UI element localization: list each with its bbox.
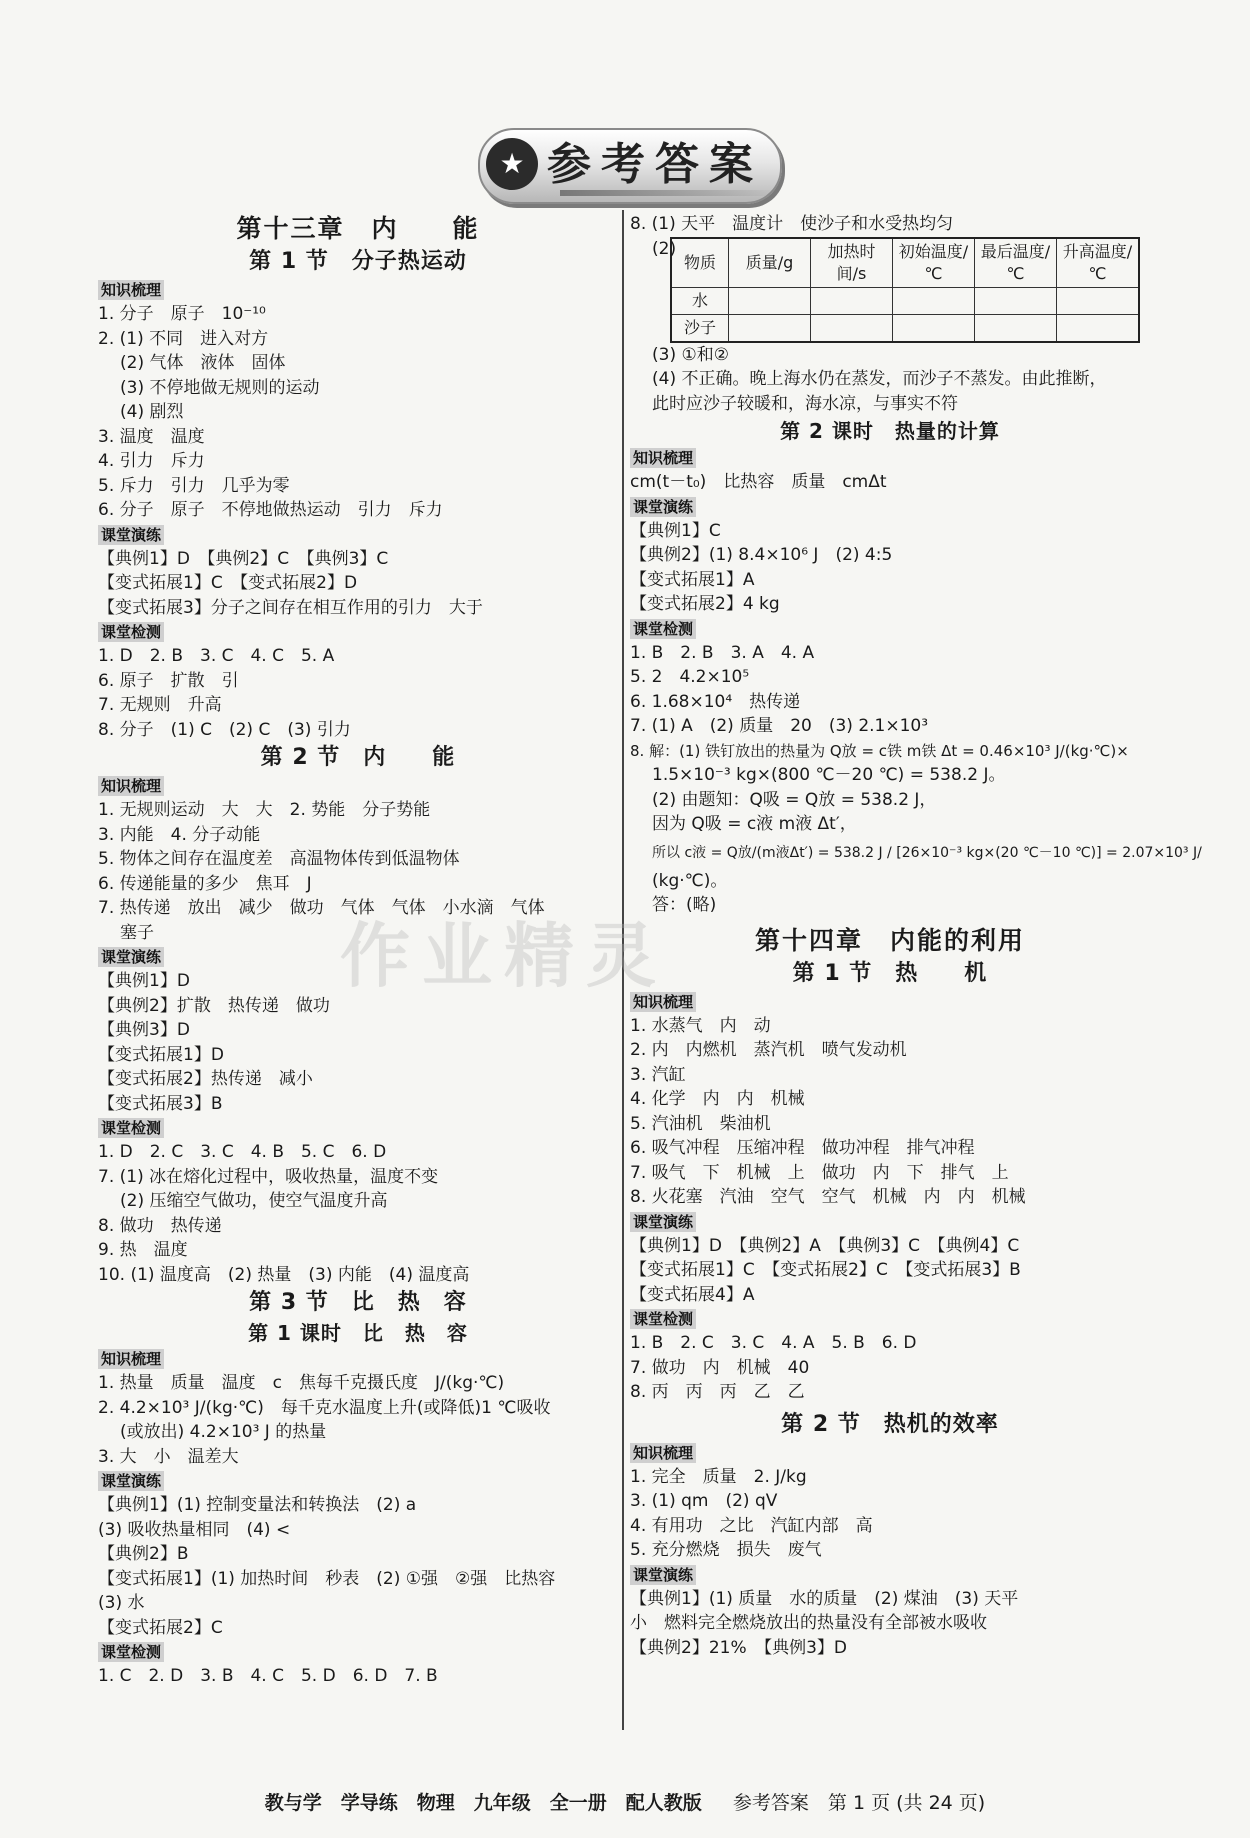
tag-jiance: 课堂检测 — [98, 1642, 164, 1662]
list-item: 5. 充分燃烧 损失 废气 — [630, 1540, 822, 1560]
list-item: 【典例2】(1) 8.4×10⁶ J (2) 4:5 — [630, 545, 893, 565]
list-item: 7. (1) 冰在熔化过程中，吸收热量，温度不变 — [98, 1166, 439, 1187]
list-item: 5. 物体之间存在温度差 高温物体传到低温物体 — [98, 849, 460, 869]
list-item: 4. 有用功 之比 汽缸内部 高 — [630, 1515, 873, 1536]
list-item: 2. 4.2×10³ J/(kg·℃) 每千克水温度上升(或降低)1 ℃吸收 — [98, 1397, 551, 1418]
right-column — [630, 212, 1202, 1660]
list-item: cm(t－t₀) 比热容 质量 cmΔt — [630, 472, 887, 492]
tag-zhishi: 知识梳理 — [630, 448, 696, 468]
column-divider — [622, 210, 624, 1730]
list-item: (3) 不停地做无规则的运动 — [120, 377, 320, 398]
list-item: 8. 做功 热传递 — [98, 1215, 222, 1236]
tag-ketang: 课堂演练 — [630, 1212, 696, 1232]
tag-ketang: 课堂演练 — [98, 525, 164, 545]
list-item: 【典例1】D — [98, 971, 190, 991]
list-item: 【变式拓展1】A — [630, 569, 755, 590]
table-header: 加热时间/s — [811, 238, 893, 288]
list-item: 8. 丙 丙 丙 乙 乙 — [630, 1382, 805, 1402]
list-item: 【变式拓展3】分子之间存在相互作用的引力 大于 — [98, 597, 483, 618]
list-item: 7. 热传递 放出 减少 做功 气体 气体 小水滴 气体 — [98, 898, 545, 918]
list-item: 5. 2 4.2×10⁵ — [630, 667, 750, 687]
table-row — [671, 314, 1139, 342]
list-item: 4. 化学 内 内 机械 — [630, 1089, 805, 1109]
list-item: 小 燃料完全燃烧放出的热量没有全部被水吸收 — [630, 1613, 987, 1633]
list-item: (4) 剧烈 — [120, 402, 184, 422]
list-item: 9. 热 温度 — [98, 1240, 188, 1260]
list-item: (3) 水 — [98, 1593, 145, 1613]
list-item: 【变式拓展2】C — [98, 1617, 223, 1638]
table-cell — [811, 314, 893, 342]
list-item: 1. 热量 质量 温度 c 焦每千克摄氏度 J/(kg·℃) — [98, 1373, 505, 1393]
table-row — [671, 287, 1139, 314]
list-item: 【变式拓展4】A — [630, 1284, 755, 1305]
data-table — [670, 237, 1140, 343]
list-item: 2. 内 内燃机 蒸汽机 喷气发动机 — [630, 1040, 907, 1060]
tag-zhishi: 知识梳理 — [98, 776, 164, 796]
list-item: 【典例3】D — [98, 1020, 190, 1040]
list-item: (2) 气体 液体 固体 — [120, 353, 286, 373]
list-item: 7. 吸气 下 机械 上 做功 内 下 排气 上 — [630, 1162, 1009, 1183]
list-item: 3. 内能 4. 分子动能 — [98, 824, 261, 845]
watermark: 作业精灵 — [340, 915, 668, 997]
list-item: 塞子 — [120, 922, 154, 943]
list-item: 1. 水蒸气 内 动 — [630, 1015, 771, 1036]
list-item: (3) 吸收热量相同 (4) < — [98, 1519, 291, 1540]
subsection-title: 第 2 课时 热量的计算 — [780, 419, 1000, 443]
list-item: 1. 完全 质量 2. J/kg — [630, 1466, 807, 1487]
list-item: 8. 分子 (1) C (2) C (3) 引力 — [98, 719, 351, 740]
list-item: (或放出) 4.2×10³ J 的热量 — [120, 1422, 327, 1442]
footer-page: 参考答案 第 1 页 (共 24 页) — [732, 1792, 986, 1814]
list-item: 10. (1) 温度高 (2) 热量 (3) 内能 (4) 温度高 — [98, 1264, 470, 1285]
list-item: (3) ①和② — [652, 344, 729, 365]
list-item: 1. 分子 原子 10⁻¹⁰ — [98, 304, 266, 324]
list-item: 【变式拓展1】C 【变式拓展2】D — [98, 573, 358, 593]
tag-ketang: 课堂演练 — [98, 1471, 164, 1491]
page-title: 参考答案 — [547, 139, 763, 190]
list-item: 【典例2】B — [98, 1544, 189, 1564]
list-item: 1. 无规则运动 大 大 2. 势能 分子势能 — [98, 800, 431, 820]
table-header: 质量/g — [729, 238, 811, 288]
tag-jiance: 课堂检测 — [98, 1118, 164, 1138]
table-cell — [1057, 287, 1140, 314]
section-title: 第 2 节 内 能 — [260, 745, 456, 770]
list-item: (kg·℃)。 — [652, 870, 728, 891]
list-item: 3. (1) qm (2) qV — [630, 1491, 778, 1511]
tag-ketang: 课堂演练 — [630, 1565, 696, 1585]
list-item: 3. 大 小 温差大 — [98, 1446, 239, 1467]
list-item: 【变式拓展1】(1) 加热时间 秒表 (2) ①强 ②强 比热容 — [98, 1568, 556, 1589]
list-item: 6. 原子 扩散 引 — [98, 670, 239, 691]
section-title: 第 1 节 热 机 — [792, 960, 988, 986]
list-item: 4. 引力 斥力 — [98, 451, 205, 471]
table-header: 物质 — [671, 238, 729, 288]
list-item: 1. B 2. B 3. A 4. A — [630, 642, 815, 663]
list-item: 6. 分子 原子 不停地做热运动 引力 斥力 — [98, 500, 443, 520]
list-item: 答：(略) — [652, 895, 717, 915]
list-item: 1.5×10⁻³ kg×(800 ℃－20 ℃) = 538.2 J。 — [652, 765, 1006, 785]
list-item: 此时应沙子较暖和，海水凉，与事实不符 — [652, 393, 958, 414]
list-item: 8. 解：(1) 铁钉放出的热量为 Q放 = c铁 m铁 Δt = 0.46×10³ J/(kg·℃)× — [630, 741, 1129, 760]
list-item: 3. 温度 温度 — [98, 426, 205, 447]
table-cell — [811, 287, 893, 314]
list-item: 【典例1】D 【典例2】A 【典例3】C 【典例4】C — [630, 1235, 1020, 1256]
list-item: 【变式拓展2】热传递 减小 — [98, 1069, 313, 1089]
list-item: 7. (1) A (2) 质量 20 (3) 2.1×10³ — [630, 716, 929, 736]
list-item: 【变式拓展1】C 【变式拓展2】C 【变式拓展3】B — [630, 1260, 1021, 1280]
section-title: 第 3 节 比 热 容 — [249, 1290, 467, 1315]
list-item: 6. 传递能量的多少 焦耳 J — [98, 873, 312, 894]
list-item: 【典例1】(1) 质量 水的质量 (2) 煤油 (3) 天平 — [630, 1588, 1019, 1609]
list-item: 【典例2】扩散 热传递 做功 — [98, 995, 330, 1016]
list-item: 【典例2】21% 【典例3】D — [630, 1637, 848, 1658]
page-footer — [0, 1788, 1250, 1815]
star-icon: ★ — [486, 138, 538, 190]
table-header: 最后温度/℃ — [975, 238, 1057, 288]
list-item: 【典例1】C — [630, 520, 721, 541]
tag-jiance: 课堂检测 — [630, 619, 696, 639]
subsection-title: 第 1 课时 比 热 容 — [248, 1321, 468, 1345]
list-item: 1. D 2. C 3. C 4. B 5. C 6. D — [98, 1142, 387, 1162]
table-cell — [729, 287, 811, 314]
list-item: 【变式拓展2】4 kg — [630, 594, 780, 614]
table-cell: 沙子 — [671, 314, 729, 342]
list-item: 1. C 2. D 3. B 4. C 5. D 6. D 7. B — [98, 1666, 438, 1686]
list-item: 1. B 2. C 3. C 4. A 5. B 6. D — [630, 1333, 917, 1353]
table-header-row — [671, 238, 1139, 288]
list-item: 【变式拓展1】D — [98, 1044, 224, 1065]
tag-zhishi: 知识梳理 — [98, 280, 164, 300]
footer-brand: 教与学 学导练 物理 九年级 全一册 配人教版 — [264, 1792, 702, 1814]
tag-ketang: 课堂演练 — [630, 497, 696, 517]
tag-jiance: 课堂检测 — [630, 1309, 696, 1329]
list-item: 所以 c液 = Q放/(m液Δt′) = 538.2 J / [26×10⁻³ kg×(20 ℃－10 ℃)] = 2.07×10³ J/ — [652, 844, 1202, 861]
list-item: 5. 斥力 引力 几乎为零 — [98, 475, 290, 496]
list-item: 2. (1) 不同 进入对方 — [98, 328, 269, 349]
list-item: 7. 做功 内 机械 40 — [630, 1357, 810, 1378]
chapter-title: 第十三章 内 能 — [236, 214, 480, 243]
table-header: 初始温度/℃ — [893, 238, 975, 288]
list-item: 6. 吸气冲程 压缩冲程 做功冲程 排气冲程 — [630, 1138, 975, 1158]
tag-zhishi: 知识梳理 — [98, 1349, 164, 1369]
table-cell — [893, 314, 975, 342]
table-cell — [975, 287, 1057, 314]
table-cell — [1057, 314, 1140, 342]
list-item: 6. 1.68×10⁴ 热传递 — [630, 691, 801, 712]
list-item: 3. 汽缸 — [630, 1064, 686, 1085]
list-item: 7. 无规则 升高 — [98, 695, 222, 715]
list-item: 8. (1) 天平 温度计 使沙子和水受热均匀 — [630, 214, 954, 234]
list-item: (2) 由题知：Q吸 = Q放 = 538.2 J， — [652, 789, 937, 810]
left-column — [98, 212, 618, 1689]
list-item: (4) 不正确。晚上海水仍在蒸发，而沙子不蒸发。由此推断， — [652, 369, 1107, 389]
list-item: 8. 火花塞 汽油 空气 空气 机械 内 内 机械 — [630, 1187, 1026, 1207]
section-title: 第 1 节 分子热运动 — [249, 249, 467, 274]
list-item: 5. 汽油机 柴油机 — [630, 1113, 771, 1134]
table-cell — [893, 287, 975, 314]
list-item: 【典例1】(1) 控制变量法和转换法 (2) a — [98, 1495, 417, 1515]
tag-zhishi: 知识梳理 — [630, 1443, 696, 1463]
section-title: 第 2 节 热机的效率 — [781, 1411, 999, 1437]
banner-underline — [560, 190, 780, 196]
table-header: 升高温度/℃ — [1057, 238, 1140, 288]
list-item: (2) — [652, 238, 677, 259]
table-cell — [975, 314, 1057, 342]
tag-zhishi: 知识梳理 — [630, 992, 696, 1012]
list-item: 【典例1】D 【典例2】C 【典例3】C — [98, 548, 389, 569]
table-cell: 水 — [671, 287, 729, 314]
list-item: 因为 Q吸 = c液 m液 Δt′， — [652, 814, 857, 834]
tag-ketang: 课堂演练 — [98, 947, 164, 967]
list-item: (2) 压缩空气做功，使空气温度升高 — [120, 1191, 388, 1211]
tag-jiance: 课堂检测 — [98, 622, 164, 642]
table-cell — [729, 314, 811, 342]
list-item: 【变式拓展3】B — [98, 1093, 223, 1114]
chapter-title: 第十四章 内能的利用 — [754, 925, 1025, 955]
list-item: 1. D 2. B 3. C 4. C 5. A — [98, 646, 335, 666]
